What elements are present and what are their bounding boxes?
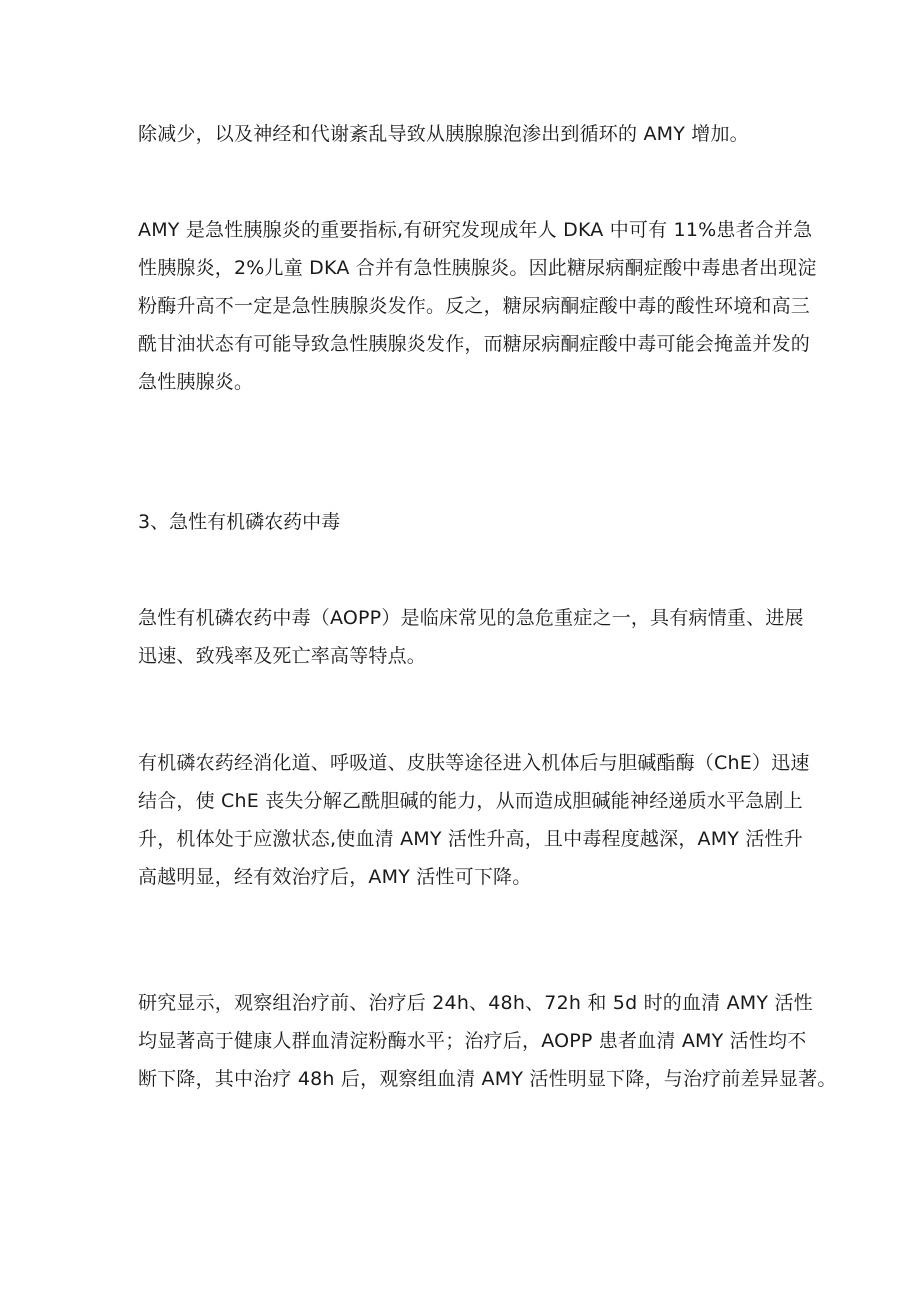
paragraph-line: 高越明显，经有效治疗后，AMY 活性可下降。	[138, 866, 532, 888]
paragraph-line: 粉酶升高不一定是急性胰腺炎发作。反之，糖尿病酮症酸中毒的酸性环境和高三	[138, 295, 811, 317]
paragraph-line: 酰甘油状态有可能导致急性胰腺炎发作，而糖尿病酮症酸中毒可能会掩盖并发的	[138, 333, 811, 355]
paragraph-3	[138, 599, 804, 675]
paragraph-line: 性胰腺炎，2%儿童 DKA 合并有急性胰腺炎。因此糖尿病酮症酸中毒患者出现淀	[138, 257, 817, 279]
paragraph-4	[138, 744, 810, 896]
paragraph-line: AMY 是急性胰腺炎的重要指标,有研究发现成年人 DKA 中可有 11%患者合并急	[138, 219, 813, 241]
paragraph-1	[138, 115, 790, 153]
paragraph-line: 均显著高于健康人群血清淀粉酶水平；治疗后，AOPP 患者血清 AMY 活性均不	[138, 1030, 807, 1052]
paragraph-2	[138, 211, 817, 401]
paragraph-line: 急性胰腺炎。	[138, 371, 254, 393]
paragraph-line: 迅速、致残率及死亡率高等特点。	[138, 645, 427, 667]
paragraph-line: 有机磷农药经消化道、呼吸道、皮肤等途径进入机体后与胆碱酯酶（ChE）迅速	[138, 752, 810, 774]
paragraph-5	[138, 984, 837, 1098]
paragraph-line: 研究显示，观察组治疗前、治疗后 24h、48h、72h 和 5d 时的血清 AMY 活性	[138, 992, 813, 1014]
paragraph-line: 结合，使 ChE 丧失分解乙酰胆碱的能力，从而造成胆碱能神经递质水平急剧上	[138, 790, 803, 812]
paragraph-line: 升，机体处于应激状态,使血清 AMY 活性升高，且中毒程度越深，AMY 活性升	[138, 828, 803, 850]
paragraph-line: 除减少，以及神经和代谢紊乱导致从胰腺腺泡渗出到循环的 AMY 增加。	[138, 123, 749, 145]
paragraph-line: 断下降，其中治疗 48h 后，观察组血清 AMY 活性明显下降，与治疗前差异显著。	[138, 1068, 837, 1090]
paragraph-line: 急性有机磷农药中毒（AOPP）是临床常见的急危重症之一，具有病情重、进展	[138, 607, 804, 629]
section-heading: 3、急性有机磷农药中毒	[138, 511, 341, 533]
